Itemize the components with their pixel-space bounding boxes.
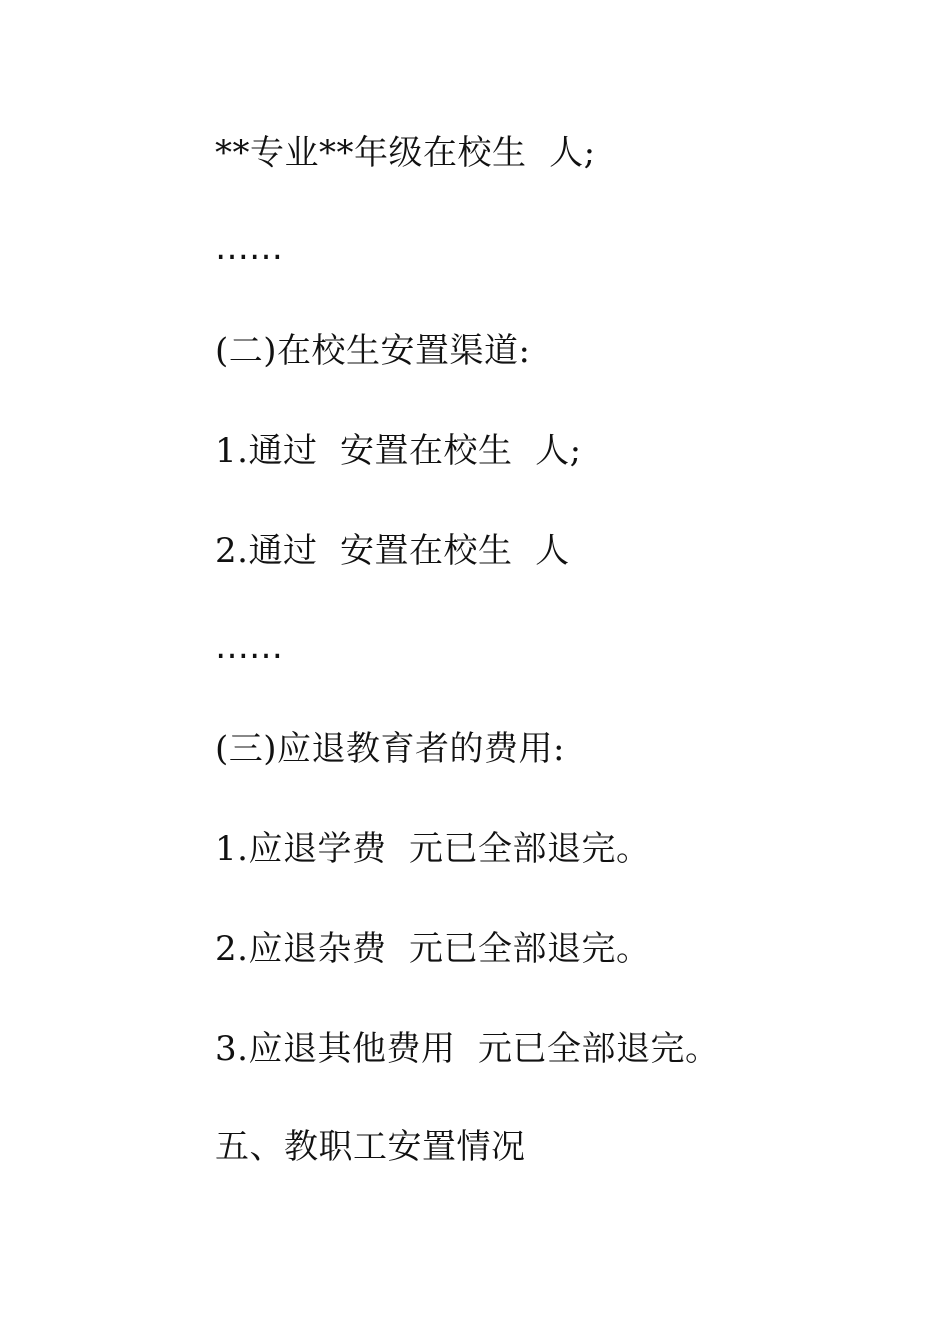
section-heading-refund-fees: (三)应退教育者的费用:	[215, 729, 565, 769]
text-line-ellipsis: ……	[215, 228, 283, 268]
text-line-refund-misc: 2.应退杂费 元已全部退完。	[215, 929, 651, 969]
section-heading-staff-placement: 五、教职工安置情况	[215, 1127, 526, 1167]
text-line-channel-2: 2.通过 安置在校生 人	[215, 531, 570, 571]
text-line-channel-1: 1.通过 安置在校生 人;	[215, 431, 582, 471]
text-line-refund-tuition: 1.应退学费 元已全部退完。	[215, 829, 651, 869]
section-heading-placement-channels: (二)在校生安置渠道:	[215, 331, 531, 371]
text-line-student-count: **专业**年级在校生 人;	[215, 133, 596, 173]
text-line-refund-other: 3.应退其他费用 元已全部退完。	[215, 1029, 720, 1069]
text-line-ellipsis: ……	[215, 627, 283, 667]
